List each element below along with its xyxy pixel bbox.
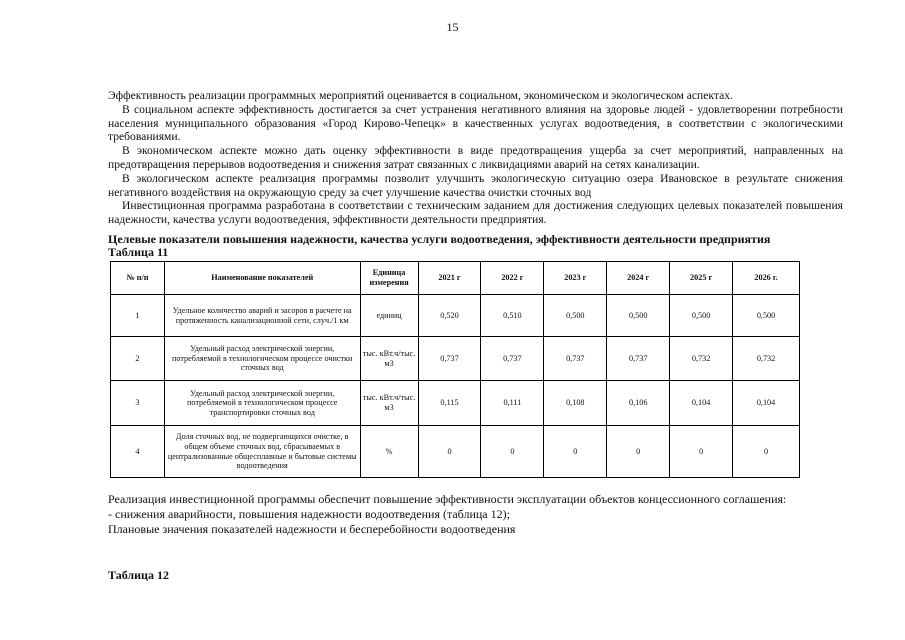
header-2026: 2026 г. — [733, 262, 800, 295]
cell-value: 0,104 — [670, 381, 733, 426]
header-2023: 2023 г — [544, 262, 607, 295]
cell-unit: единиц — [360, 295, 418, 337]
cell-value: 0 — [544, 426, 607, 478]
cell-value: 0,737 — [607, 337, 670, 381]
cell-value: 0 — [670, 426, 733, 478]
cell-unit: тыс. кВт.ч/тыс. м3 — [360, 337, 418, 381]
header-number: № п/п — [111, 262, 165, 295]
cell-number: 4 — [111, 426, 165, 478]
cell-unit: % — [360, 426, 418, 478]
cell-value: 0,111 — [481, 381, 544, 426]
indicators-table — [110, 261, 800, 478]
header-2022: 2022 г — [481, 262, 544, 295]
cell-number: 2 — [111, 337, 165, 381]
cell-value: 0,500 — [544, 295, 607, 337]
cell-value: 0,737 — [418, 337, 481, 381]
table-11-label: Таблица 11 — [108, 245, 169, 259]
cell-value: 0,500 — [670, 295, 733, 337]
header-unit: Единица измерения — [360, 262, 418, 295]
cell-value: 0,500 — [607, 295, 670, 337]
cell-value: 0 — [733, 426, 800, 478]
table-heading-text: Целевые показатели повышения надежности, качества услуги водоотведения, эффективности деятельности предприятия — [108, 232, 771, 246]
cell-value: 0,732 — [670, 337, 733, 381]
paragraph-2: В социальном аспекте эффективность достигается за счет устранения негативного влияния на здоровье людей - удовлетворении потребности населения муниципального образования «Город Кирово-Чепецк» в качественных услугах водоотведения, в соответствии с экологическими требованиями. — [108, 102, 843, 144]
after-table-text — [108, 492, 848, 537]
paragraph-1: Эффективность реализации программных мероприятий оценивается в социальном, экономическом и экологическом аспектах. — [108, 89, 733, 102]
after-table-bullet: - снижения аварийности, повышения надежности водоотведения (таблица 12); — [108, 507, 510, 521]
after-table-paragraph-1: Реализация инвестиционной программы обеспечит повышение эффективности эксплуатации объектов концессионного соглашения: — [108, 492, 787, 506]
cell-value: 0,106 — [607, 381, 670, 426]
cell-number: 3 — [111, 381, 165, 426]
paragraph-5: Инвестиционная программа разработана в соответствии с техническим заданием для достижения следующих целевых показателей повышения надежности, качества услуги водоотведения, эффективности деятельности предприятия. — [108, 199, 843, 227]
cell-value: 0,108 — [544, 381, 607, 426]
table-12-label: Таблица 12 — [108, 568, 169, 582]
table-row — [111, 337, 800, 381]
page-number: 15 — [446, 20, 459, 34]
table-header-row — [111, 262, 800, 295]
table-row — [111, 295, 800, 337]
cell-value: 0,115 — [418, 381, 481, 426]
header-2021: 2021 г — [418, 262, 481, 295]
cell-value: 0,520 — [418, 295, 481, 337]
table-row — [111, 381, 800, 426]
cell-name: Доля сточных вод, не подвергающихся очистке, в общем объеме сточных вод, сбрасываемых в централизованные общесплавные и бытовые системы водоотведения — [164, 426, 360, 478]
cell-value: 0 — [418, 426, 481, 478]
header-2024: 2024 г — [607, 262, 670, 295]
table-row — [111, 426, 800, 478]
cell-name: Удельное количество аварий и засоров в расчете на протяженность канализационной сети, случ./1 км — [164, 295, 360, 337]
cell-value: 0,737 — [544, 337, 607, 381]
header-2025: 2025 г — [670, 262, 733, 295]
cell-unit: тыс. кВт.ч/тыс. м3 — [360, 381, 418, 426]
cell-name: Удельный расход электрической энергии, потребляемой в технологическом процессе транспортировки сточных вод — [164, 381, 360, 426]
cell-name: Удельный расход электрической энергии, потребляемой в технологическом процессе очистки сточных вод — [164, 337, 360, 381]
after-table-paragraph-2: Плановые значения показателей надежности и бесперебойности водоотведения — [108, 522, 516, 536]
cell-number: 1 — [111, 295, 165, 337]
cell-value: 0,104 — [733, 381, 800, 426]
table-heading — [108, 233, 848, 259]
cell-value: 0,732 — [733, 337, 800, 381]
header-name: Наименование показателей — [164, 262, 360, 295]
paragraph-3: В экономическом аспекте можно дать оценку эффективности в виде предотвращения ущерба за счет мероприятий, направленных на предотвращения перерывов водоотведения и снижения затрат связанных с ликвидациями аварий на сетях канализации. — [108, 144, 843, 171]
paragraph-4: В экологическом аспекте реализация программы позволит улучшить экологическую ситуацию озера Ивановское в результате снижения негативного воздействия на окружающую среду за счет улучшение качества очистки сточных вод — [108, 171, 843, 199]
cell-value: 0 — [607, 426, 670, 478]
cell-value: 0,737 — [481, 337, 544, 381]
cell-value: 0,500 — [733, 295, 800, 337]
cell-value: 0,510 — [481, 295, 544, 337]
cell-value: 0 — [481, 426, 544, 478]
intro-text — [108, 89, 843, 227]
